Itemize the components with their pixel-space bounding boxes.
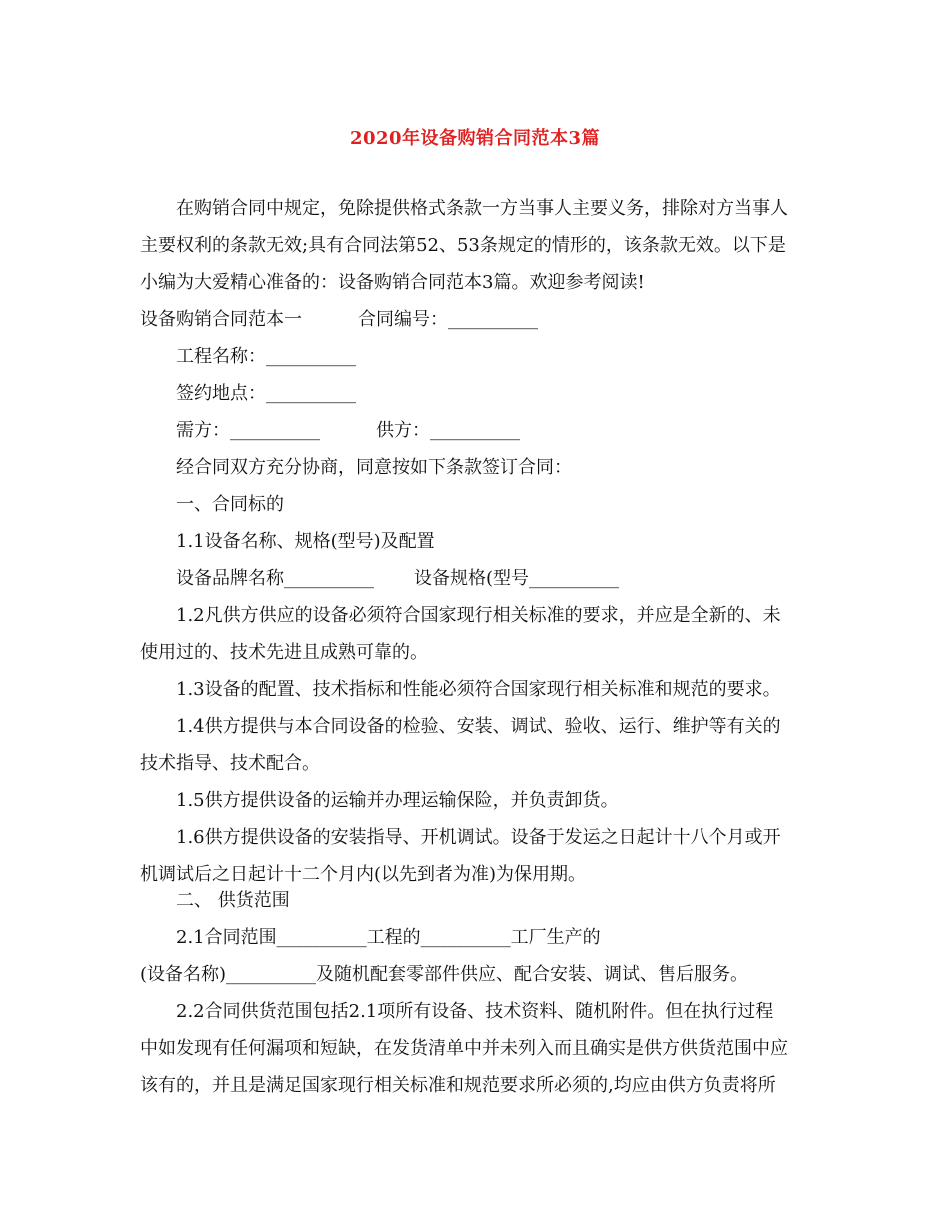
clause-1-2-line-2: 使用过的、技术先进且成熟可靠的。 [140,642,428,663]
clause-1-2-line-1: 1.2凡供方供应的设备必须符合国家现行相关标准的要求，并应是全新的、未 [176,605,781,626]
buyer-field: 需方：__________ [176,420,320,441]
equipment-row [140,560,856,597]
agreement-statement: 经合同双方充分协商，同意按如下条款签订合同： [176,457,572,478]
intro-paragraph [140,190,820,301]
clause-2-1 [140,919,820,993]
section-heading: 设备购销合同范本一 [140,309,302,330]
clause-1-6-line-1: 1.6供方提供设备的安装指导、开机调试。设备于发运之日起计十八个月或开 [176,827,781,848]
intro-line-3: 小编为大爱精心准备的：设备购销合同范本3篇。欢迎参考阅读! [140,272,645,293]
clause-1-2 [140,597,820,671]
seller-field: 供方：__________ [376,420,520,441]
sign-place-field: 签约地点：__________ [176,383,356,404]
clause-1-1: 1.1设备名称、规格(型号)及配置 [176,531,435,552]
contract-number-field: 合同编号：__________ [358,309,538,330]
clause-1-6-line-2: 机调试后之日起计十二个月内(以先到者为准)为保用期。 [140,864,587,885]
clause-1-4-line-1: 1.4供方提供与本合同设备的检验、安装、调试、验收、运行、维护等有关的 [176,716,781,737]
clause-2-2-line-3: 该有的，并且是满足国家现行相关标准和规范要求所必须的,均应由供方负责将所 [140,1075,776,1096]
project-name-field: 工程名称：__________ [176,346,356,367]
intro-line-2: 主要权利的条款无效;具有合同法第52、53条规定的情形的，该条款无效。以下是 [140,235,786,256]
intro-line-1: 在购销合同中规定，免除提供格式条款一方当事人主要义务，排除对方当事人 [176,198,788,219]
heading-supply-scope: 二、 供货范围 [176,890,290,911]
clause-2-2 [140,993,820,1104]
section-heading-row [140,301,820,338]
clause-1-4 [140,708,820,782]
clause-2-1-line-1: 2.1合同范围__________工程的__________工厂生产的 [176,927,601,948]
clause-2-2-line-2: 中如发现有任何漏项和短缺，在发货清单中并未列入而且确实是供方供货范围中应 [140,1038,788,1059]
clause-1-5: 1.5供方提供设备的运输并办理运输保险，并负责卸货。 [176,790,619,811]
brand-name-field: 设备品牌名称__________ [176,568,374,589]
spec-field: 设备规格(型号__________ [414,568,620,589]
parties-row [140,412,856,449]
clause-1-3: 1.3设备的配置、技术指标和性能必须符合国家现行相关标准和规范的要求。 [176,679,781,700]
clause-2-2-line-1: 2.2合同供货范围包括2.1项所有设备、技术资料、随机附件。但在执行过程 [176,1001,774,1022]
heading-contract-subject: 一、合同标的 [176,494,284,515]
clause-1-4-line-2: 技术指导、技术配合。 [140,753,320,774]
clause-2-1-line-2: (设备名称)__________及随机配套零部件供应、配合安装、调试、售后服务。 [140,964,749,985]
document-title: 2020年设备购销合同范本3篇 [349,128,601,149]
